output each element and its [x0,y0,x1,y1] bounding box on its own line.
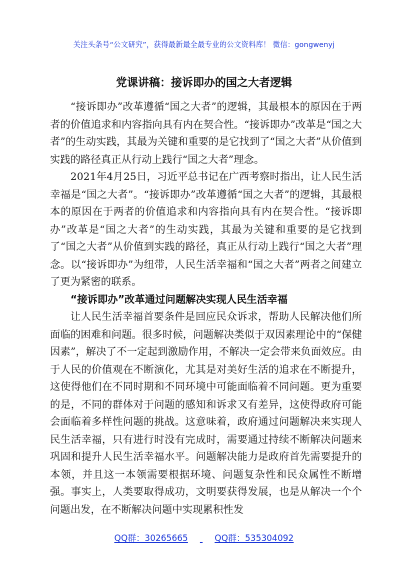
promo-banner: 关注头条号“公文研究”，获得最新最全最专业的公文资料库！ 微信：gongwenyj [73,40,335,49]
footer-qq-group-1[interactable]: QQ群：30265665 [114,534,188,544]
footer-contacts [0,532,408,544]
document-body [50,99,362,519]
section-heading: “接诉即办”改革通过问题解决实现人民生活幸福 [70,294,288,306]
paragraph-2: 2021年4月25日，习近平总书记在广西考察时指出，让人民生活幸福是“国之大者”。“接诉即办”改革遵循“国之大者”的逻辑，其最根本的原因在于两者的价值追求和内容指向具有内在契合性。“接诉即办”改革是“国之大者”的生动实践，其最为关键和重要的是它找到了“国之大者”从价值到实践的路径，真正从行动上践行“国之大者”理念。以“接诉即办”为纽带，人民生活幸福和“国之大者”两者之间建立了更为紧密的联系。 [50,172,362,288]
footer-qq-group-2[interactable]: QQ群：535304092 [214,534,294,544]
document-title: 党课讲稿：接诉即办的国之大者逻辑 [116,76,292,89]
paragraph-1: “接诉即办”改革遵循“国之大者”的逻辑，其最根本的原因在于两者的价值追求和内容指向具有内在契合性。“接诉即办”改革是“国之大者”的生动实践，其最为关键和重要的是它找到了“国之大者”从价值到实践的路径真正从行动上践行“国之大者”理念。 [50,102,362,166]
paragraph-3: 让人民生活幸福首要条件是回应民众诉求，帮助人民解决他们所面临的困难和问题。很多时候，问题解决类似于双因素理论中的“保健因素”，解决了不一定起到激励作用，不解决一定会带来负面效应。由于人民的价值观在不断演化，尤其是对美好生活的追求在不断提升，这使得他们在不同时期和不同环境中可能面临着不同问题。更为重要的是，不同的群体对于问题的感知和诉求又有差异，这使得政府可能会面临着多样性问题的挑战。这意味着，政府通过问题解决来实现人民生活幸福，只有进行时没有完成时，需要通过持续不断解决问题来巩固和提升人民生活幸福水平。问题解决能力是政府首先需要提升的本领，并且这一本领需要根据环境、问题复杂性和民众属性不断增强。事实上，人类要取得成功，文明要获得发展，也是从解决一个个问题出发，在不断解决问题中实现累积性发 [50,312,362,516]
